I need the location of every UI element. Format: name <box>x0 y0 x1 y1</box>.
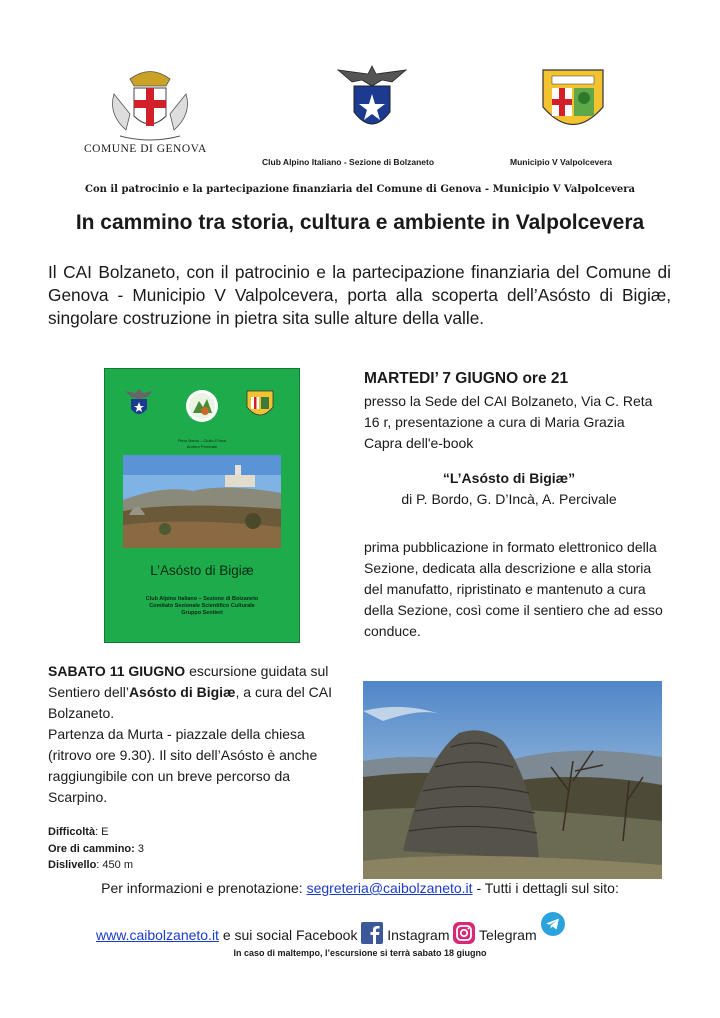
email-link[interactable]: segreteria@caibolzaneto.it <box>306 880 473 896</box>
asosto-photo <box>363 681 662 879</box>
cover-club <box>105 596 299 617</box>
cover-authors <box>105 438 299 450</box>
telegram-icon[interactable] <box>541 912 565 936</box>
ebook-cover <box>104 368 300 643</box>
weather-note: In caso di maltempo, l’escursione si terrà sabato 18 giugno <box>233 948 487 958</box>
instagram-label: Instagram <box>383 927 454 943</box>
cover-authors-line1: Piero Bordo – Giulio D’Incà <box>177 438 227 443</box>
cover-landscape-photo <box>123 455 281 548</box>
difficulty-label: Difficoltà <box>48 826 96 838</box>
telegram-label: Telegram <box>475 927 541 943</box>
event2-place: Asósto di Bigiæ <box>128 684 236 700</box>
contact-line <box>0 880 720 896</box>
difficulty-value: : E <box>95 826 109 838</box>
instagram-icon[interactable] <box>453 922 475 944</box>
event2-paragraph <box>48 661 348 808</box>
ebook-description: prima pubblicazione in formato elettronico della Sezione, dedicata alla descrizione e alla storia del manufatto, ripristinato e mantenuto a cura della Sezione, così come il sentiero che ad esso conduce. <box>364 539 663 639</box>
cover-title: L’Asósto di Bigiæ <box>150 563 254 578</box>
hours-label: Ore di cammino: <box>48 842 135 855</box>
event2-date: SABATO 11 GIUGNO <box>48 663 186 679</box>
contact-suffix: - Tutti i dettagli sul sito: <box>472 880 619 896</box>
event2-departure: Partenza da Murta - piazzale della chiesa (ritrovo ore 9.30). Il sito dell’Asósto è anche raggiungibile con un breve percorso da Scarpino. <box>48 726 318 805</box>
elevation-label: Dislivello <box>48 859 97 871</box>
hike-details <box>48 824 144 874</box>
event1-description: presso la Sede del CAI Bolzaneto, Via C. Reta 16 r, presentazione a cura di Maria Grazia Capra dell'e-book <box>364 393 653 451</box>
patronage-line: Con il patrocinio e la partecipazione finanziaria del Comune di Genova - Municipio V Valpolcevera <box>85 184 635 195</box>
facebook-icon[interactable] <box>361 922 383 944</box>
cover-round-logo <box>185 389 219 423</box>
intro-paragraph: Il CAI Bolzaneto, con il patrocinio e la partecipazione finanziaria del Comune di Genova - Municipio V Valpolcevera, porta alla scoperta dell’Asósto di Bigiæ, singolare costruzione in pietra sita sulle alture della valle. <box>48 262 671 328</box>
hours-value: 3 <box>134 842 144 855</box>
event2-text-a: escursione guidata sul Sentiero dell’ <box>48 663 329 700</box>
elevation-value: : 450 m <box>96 859 133 871</box>
social-line <box>96 912 565 944</box>
comune-genova-label: COMUNE DI GENOVA <box>84 143 207 155</box>
cover-club-line3: Gruppo Sentieri <box>181 610 223 616</box>
ebook-authors: di P. Bordo, G. D’Incà, A. Percivale <box>401 491 617 507</box>
cai-eagle-logo <box>332 62 412 142</box>
cover-municipio-logo <box>245 387 275 421</box>
social-text: e sui social Facebook <box>218 927 362 943</box>
page-title: In cammino tra storia, cultura e ambiente in Valpolcevera <box>75 211 645 234</box>
contact-prefix: Per informazioni e prenotazione: <box>101 880 307 896</box>
municipio-crest <box>538 62 608 142</box>
cover-cai-logo <box>123 387 155 419</box>
cover-club-line2: Comitato Sezionale Scientifico Culturale <box>149 603 255 609</box>
cover-authors-line2: Andrea Percivale <box>186 444 218 449</box>
cover-club-line1: Club Alpino Italiano – Sezione di Bolzaneto <box>145 596 259 602</box>
cai-section-label: Club Alpino Italiano - Sezione di Bolzaneto <box>262 157 435 167</box>
municipio-label: Municipio V Valpolcevera <box>510 157 613 167</box>
event1-heading: MARTEDI’ 7 GIUGNO ore 21 <box>364 370 569 387</box>
event2-text-b: , a cura del CAI Bolzaneto. <box>48 684 332 721</box>
ebook-title: “L’Asósto di Bigiæ” <box>442 470 576 486</box>
website-link[interactable]: www.caibolzaneto.it <box>96 927 219 943</box>
comune-genova-crest <box>100 64 200 144</box>
